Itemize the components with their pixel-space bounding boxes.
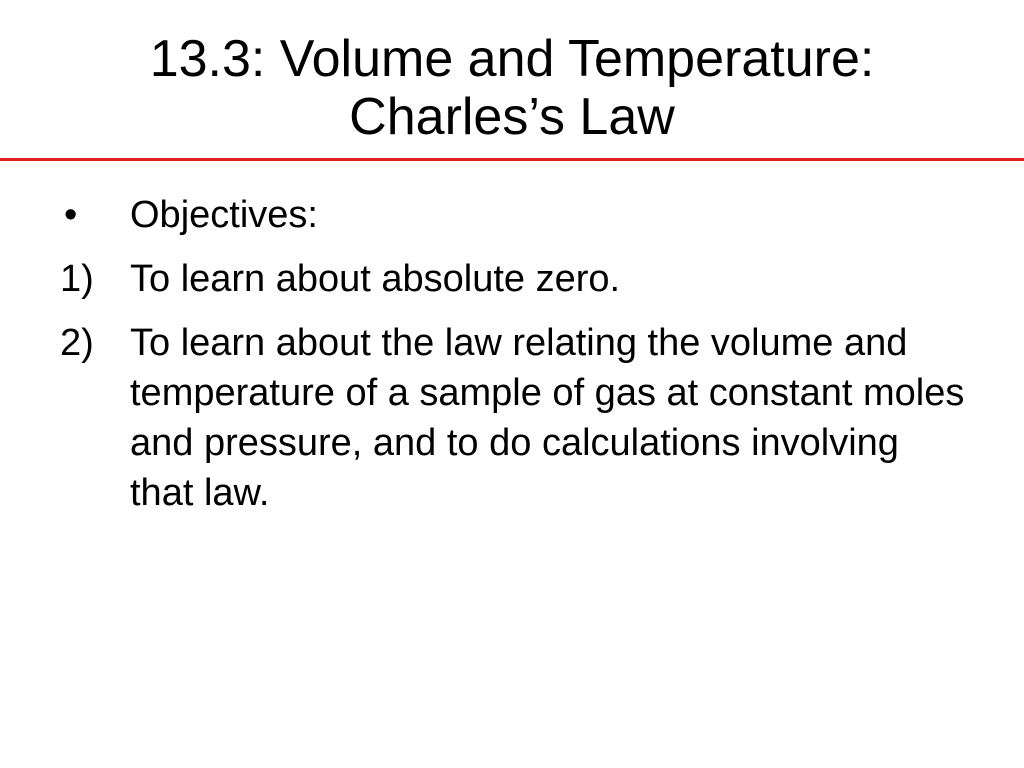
objective-1-text: To learn about absolute zero. — [130, 258, 621, 300]
list-item-objective-2 — [60, 318, 970, 518]
objective-2-text: To learn about the law relating the volume and temperature of a sample of gas at constant moles and pressure, and to do calculations involving that law. — [130, 322, 965, 514]
slide-title — [0, 30, 1024, 146]
list-number: 2) — [60, 322, 94, 364]
slide-body — [60, 190, 970, 532]
slide-title-line-1: 13.3: Volume and Temperature: — [149, 30, 875, 88]
list-item-objectives — [60, 190, 970, 240]
list-number: 1) — [60, 258, 94, 300]
bullet-marker: • — [64, 194, 78, 236]
title-divider — [0, 158, 1024, 161]
slide-title-line-2: Charles’s Law — [349, 88, 675, 146]
objectives-heading: Objectives: — [130, 194, 318, 236]
list-item-objective-1 — [60, 254, 970, 304]
